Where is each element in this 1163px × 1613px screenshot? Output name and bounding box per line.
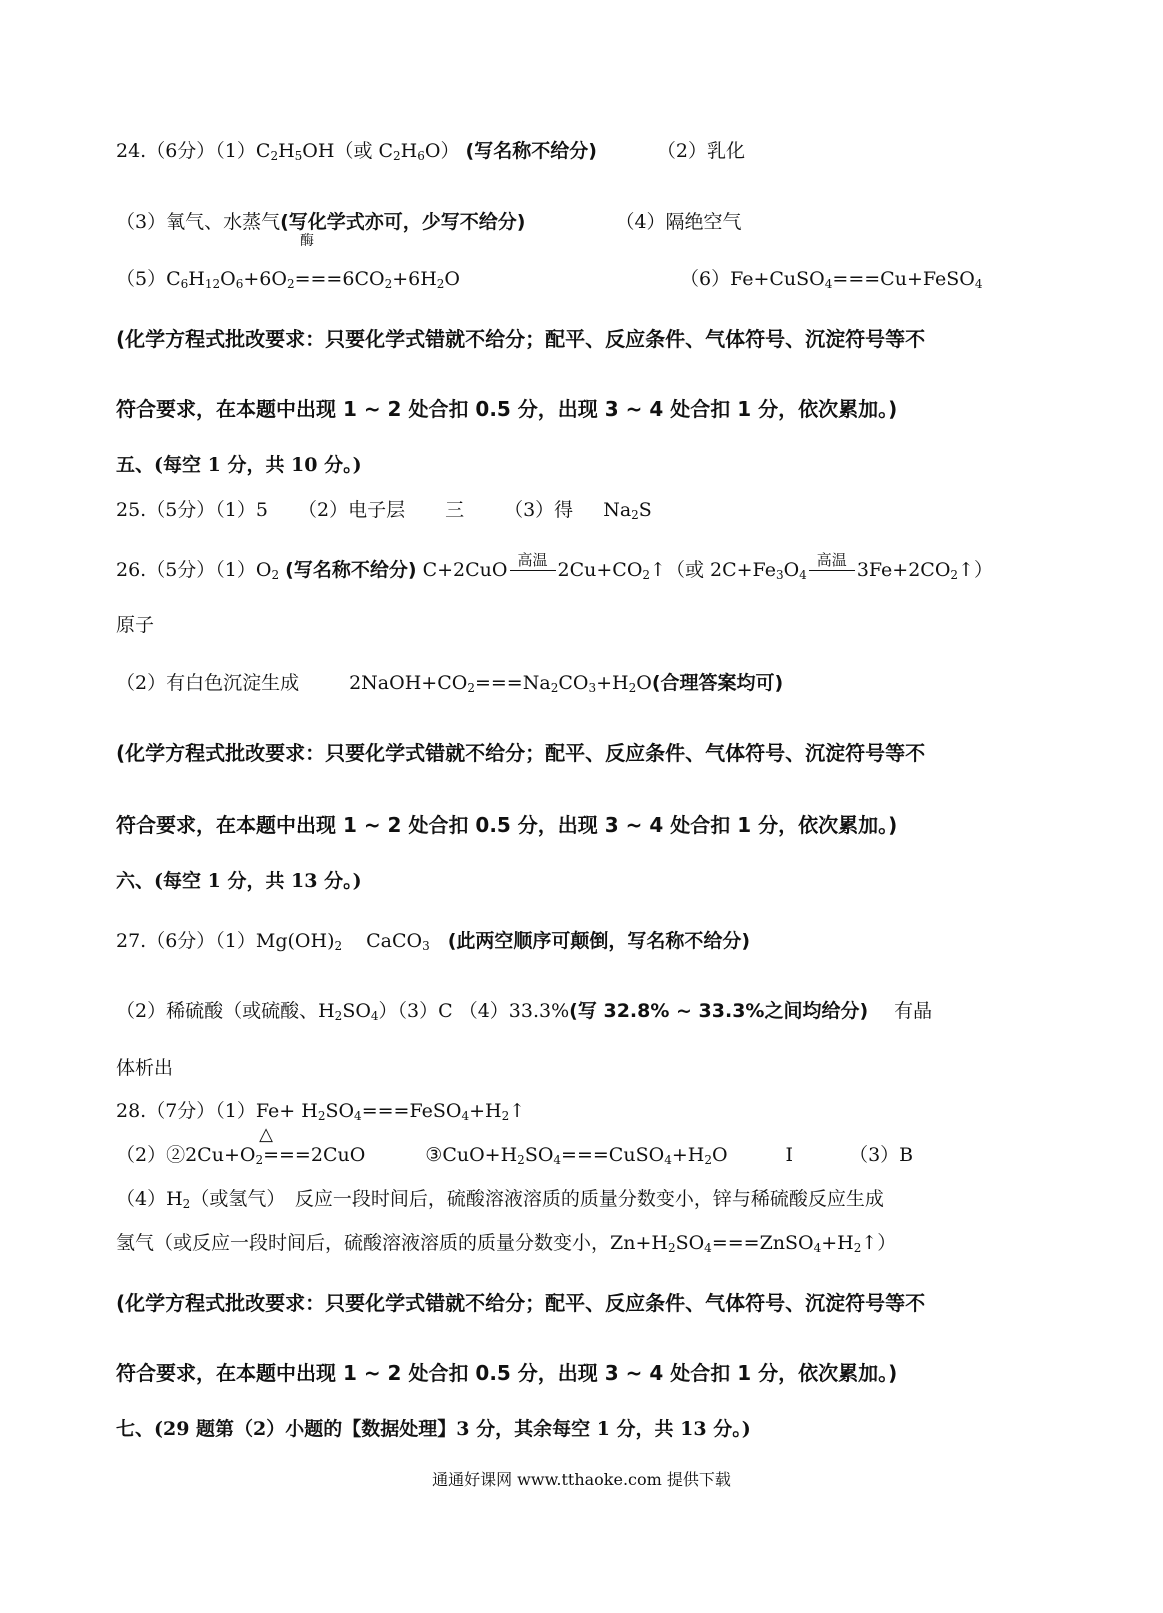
q24-line3-p6: （6）Fe+CuSO$_4$===Cu+FeSO$_4$ (680, 268, 983, 291)
note2-line2: 符合要求，在本题中出现 1 ~ 2 处合扣 0.5 分，出现 3 ~ 4 处合扣 1 分，依次累加。) (116, 813, 898, 837)
q24-note: (写名称不给分) (465, 140, 597, 162)
q28-line1: 28.（7分）$(1)Fe+ H_2SO_4===FeSO_4+H_2↑$ (116, 1100, 526, 1123)
q24-line3: $(5)C_6H_{12}O_6+6O_2===6CO_2+6H_2O$ (116, 268, 460, 291)
enzyme-label: 酶 (300, 233, 314, 249)
sec6-heading: 六、(每空 1 分，共 13 分。) (116, 870, 362, 892)
q24-line2: （3）氧气、水蒸气(写化学式亦可，少写不给分) （4）隔绝空气 (116, 211, 742, 233)
q27-line3: 体析出 (116, 1057, 174, 1079)
note1-line1: (化学方程式批改要求：只要化学式错就不给分；配平、反应条件、气体符号、沉淀符号等不 (116, 327, 926, 351)
q25-line: 25.（5分）（1）5 （2）电子层 三 （3）得 $Na_2S$ (116, 499, 652, 522)
sec7-heading: 七、(29 题第（2）小题的【数据处理】3 分，其余每空 1 分，共 13 分。) (116, 1418, 751, 1440)
reaction-condition: 高温 (508, 561, 558, 581)
note1-line2: 符合要求，在本题中出现 1 ~ 2 处合扣 0.5 分，出现 3 ~ 4 处合扣 1 分，依次累加。) (116, 397, 898, 421)
reaction-condition: 高温 (807, 561, 857, 581)
note2-line1: (化学方程式批改要求：只要化学式错就不给分；配平、反应条件、气体符号、沉淀符号等不 (116, 741, 926, 765)
q28-line3: $(4)H_2$（或氢气） 反应一段时间后，硫酸溶液溶质的质量分数变小，锌与稀硫酸反应生成 (116, 1188, 884, 1211)
q28-line4: 氢气（或反应一段时间后，硫酸溶液溶质的质量分数变小，$Zn+H_2SO_4===ZnSO_4+H_2↑$） (116, 1232, 897, 1255)
q27-line2: （2）稀硫酸（或硫酸、$H_2SO_4)(3)C$ （4）33.3%(写 32.8% ~ 33.3%之间均给分) 有晶 (116, 1000, 933, 1023)
q26-line1: 26.（5分）$(1)O_2$ (写名称不给分) C+2CuO 高温 $2Cu+CO_2↑$（或 $2C+Fe_3O_4$ 高温 $3Fe+2CO_2↑$） (116, 551, 993, 582)
sec5-heading: 五、(每空 1 分，共 10 分。) (116, 454, 362, 476)
page-footer: 通通好课网 www.tthaoke.com 提供下载 (432, 1470, 731, 1489)
q27-line1: 27.（6分）$(1)Mg(OH)_2$ CaCO$_3$ (此两空顺序可颠倒，写名称不给分) (116, 930, 751, 953)
q28-line2: $(2)②2Cu+O_2$ △ ===2CuO $③CuO+H_2SO_4===CuSO_4+H_2O$ I （3）B (116, 1124, 914, 1167)
q26-line3: （2）有白色沉淀生成 $2NaOH+CO_2===Na_2CO_3+H_2O$(合理答案均可) (116, 672, 784, 695)
q24-line1: 24.（6分）$(1)C_2H_5OH$（或 $C_2H_6O$） (写名称不给分) （2）乳化 (116, 140, 745, 163)
heat-triangle-icon: △ (259, 1124, 273, 1145)
q26-line2: 原子 (116, 614, 155, 636)
note3-line1: (化学方程式批改要求：只要化学式错就不给分；配平、反应条件、气体符号、沉淀符号等不 (116, 1291, 926, 1315)
note3-line2: 符合要求，在本题中出现 1 ~ 2 处合扣 0.5 分，出现 3 ~ 4 处合扣 1 分，依次累加。) (116, 1361, 898, 1385)
